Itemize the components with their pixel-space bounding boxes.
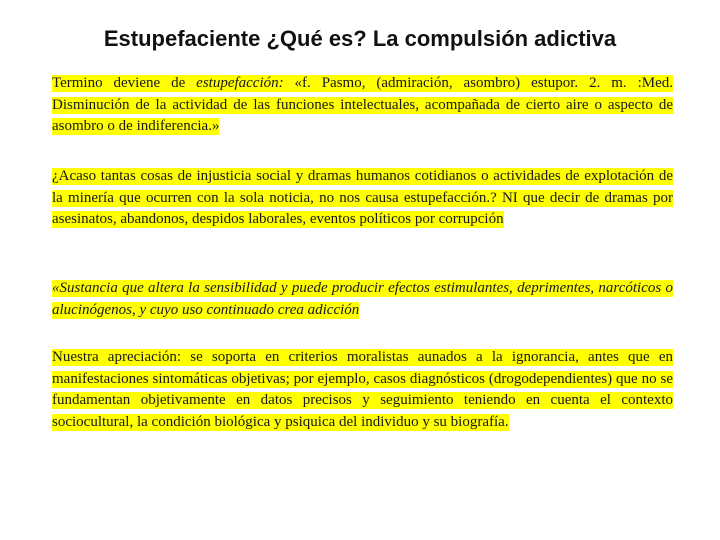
definition-lead: Termino deviene de	[52, 75, 197, 91]
paragraph-pregunta	[52, 166, 673, 231]
question-text: ¿Acaso tantas cosas de injusticia social y dramas humanos cotidianos o actividades de explotación de la minería que ocurren con la sola noticia, no nos causa estupefacción.? NI que decir de dramas por asesinatos, abandonos, despidos laborales, eventos políticos por corrupción	[52, 168, 673, 227]
paragraph-definicion	[52, 73, 673, 138]
definition-term: estupefacción:	[196, 75, 284, 91]
appreciation-text: Nuestra apreciación: se soporta en criterios moralistas aunados a la ignorancia, antes que en manifestaciones sintomáticas objetivas; por ejemplo, casos diagnósticos (drogodependientes) que no se fundamentan objetivamente en datos precisos y seguimiento teniendo en cuenta el contexto sociocultural, la condición biológica y psiquica del individuo y su biografía.	[52, 349, 673, 430]
paragraph-apreciacion	[52, 347, 673, 433]
definition-body: «f. Pasmo, (admiración, asombro) estupor. 2. m. :Med. Disminución de la actividad de las funciones intelectuales, acompañada de cierto aire o aspecto de asombro o de indiferencia.»	[52, 75, 673, 134]
highlighted-text	[52, 75, 673, 135]
paragraph-sustancia	[52, 278, 673, 321]
substance-definition-text: «Sustancia que altera la sensibilidad y puede producir efectos estimulantes, deprimentes, narcóticos o alucinógenos, y cuyo uso continuado crea adicción	[52, 280, 673, 318]
slide-title: Estupefaciente ¿Qué es? La compulsión adictiva	[103, 26, 617, 51]
